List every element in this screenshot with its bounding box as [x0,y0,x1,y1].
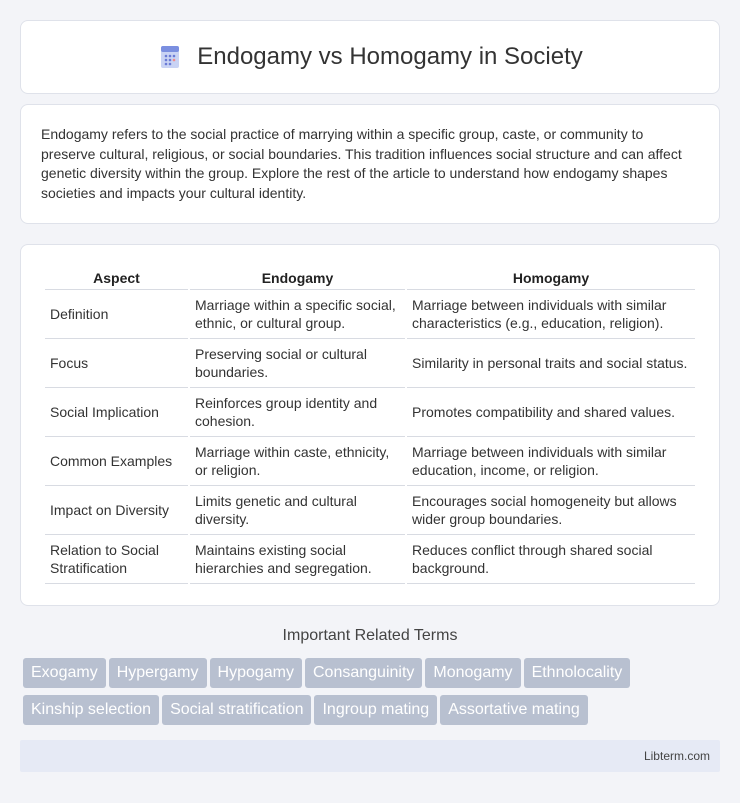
header-aspect: Aspect [45,265,188,290]
table-cell: Marriage within a specific social, ethnic, or cultural group. [190,290,405,339]
table-cell: Preserving social or cultural boundaries. [190,339,405,388]
table-cell: Impact on Diversity [45,486,188,535]
table-header-row [45,265,695,290]
document-icon [157,44,183,70]
table-row [45,486,695,535]
comparison-table [43,265,697,584]
table-cell: Common Examples [45,437,188,486]
table-row [45,535,695,584]
related-term-tag[interactable]: Social stratification [162,695,311,725]
table-cell: Marriage between individuals with similar characteristics (e.g., education, religion). [407,290,695,339]
related-term-tag[interactable]: Exogamy [23,658,106,688]
related-term-tag[interactable]: Hypergamy [109,658,207,688]
table-row [45,339,695,388]
table-cell: Reduces conflict through shared social background. [407,535,695,584]
related-term-tag[interactable]: Monogamy [425,658,520,688]
related-term-tag[interactable]: Assortative mating [440,695,588,725]
table-cell: Focus [45,339,188,388]
table-cell: Social Implication [45,388,188,437]
table-row [45,437,695,486]
table-cell: Marriage within caste, ethnicity, or religion. [190,437,405,486]
related-term-tag[interactable]: Consanguinity [305,658,422,688]
related-term-tag[interactable]: Ingroup mating [314,695,437,725]
table-cell: Promotes compatibility and shared values. [407,388,695,437]
table-row [45,388,695,437]
table-cell: Relation to Social Stratification [45,535,188,584]
intro-card [20,104,720,224]
related-terms-list [23,658,723,732]
intro-text: Endogamy refers to the social practice of marrying within a specific group, caste, or community to preserve cultural, religious, or social boundaries. This tradition influences social structure and can affect genetic diversity within the group. Explore the rest of the article to understand how endogamy shapes societies and impacts your cultural identity. [41,126,682,201]
related-term-tag[interactable]: Kinship selection [23,695,159,725]
table-cell: Limits genetic and cultural diversity. [190,486,405,535]
header-homogamy: Homogamy [407,265,695,290]
related-term-tag[interactable]: Ethnolocality [524,658,631,688]
table-cell: Maintains existing social hierarchies and segregation. [190,535,405,584]
related-terms-title: Important Related Terms [282,627,458,644]
header-endogamy: Endogamy [190,265,405,290]
table-cell: Encourages social homogeneity but allows wider group boundaries. [407,486,695,535]
footer [20,740,720,772]
comparison-table-card [20,244,720,606]
table-row [45,290,695,339]
page-title: Endogamy vs Homogamy in Society [197,43,583,70]
table-cell: Marriage between individuals with similar education, income, or religion. [407,437,695,486]
title-card [20,20,720,94]
table-cell: Similarity in personal traits and social status. [407,339,695,388]
related-term-tag[interactable]: Hypogamy [210,658,302,688]
table-cell: Reinforces group identity and cohesion. [190,388,405,437]
footer-site-link[interactable]: Libterm.com [643,749,710,763]
table-cell: Definition [45,290,188,339]
